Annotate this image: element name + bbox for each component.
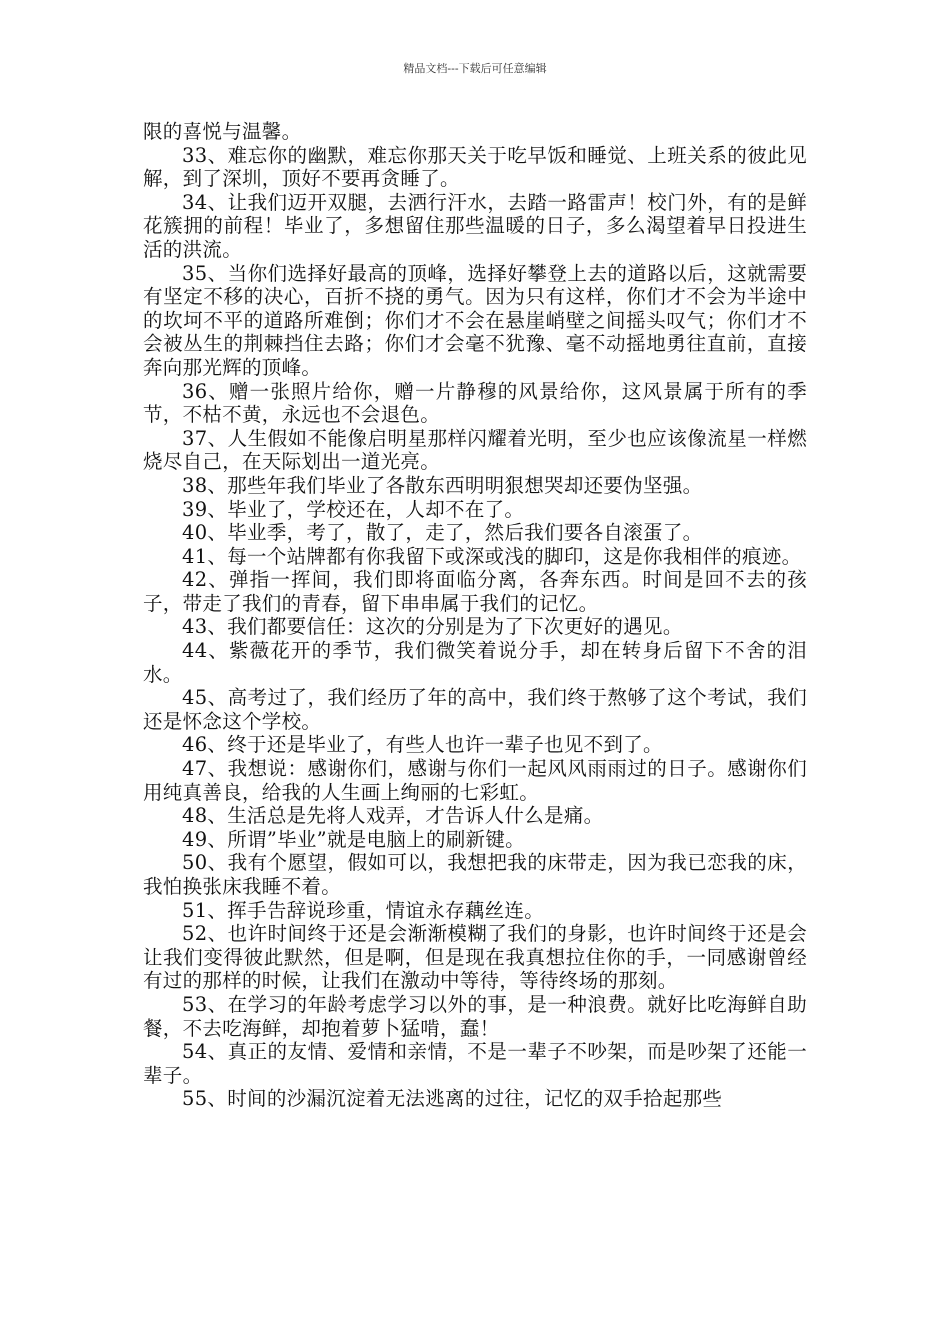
paragraph-40: 40、毕业季，考了，散了，走了，然后我们要各自滚蛋了。 xyxy=(182,521,703,545)
paragraph-35: 35、当你们选择好最高的顶峰，选择好攀登上去的道路以后，这就需要有坚定不移的决心，百折不挠的勇气。因为只有这样，你们才不会为半途中的坎坷不平的道路所难倒；你们才不会在悬崖峭壁之间摇头叹气；你们才不会被丛生的荆棘挡住去路；你们才会毫不犹豫、毫不动摇地勇往直前，直接奔向那光辉的顶峰。 xyxy=(143,261,807,379)
paragraph-38: 38、那些年我们毕业了各散东西明明狠想哭却还要伪坚强。 xyxy=(182,473,703,497)
paragraph-continuation: 限的喜悦与温馨。 xyxy=(143,120,302,143)
paragraph-48: 48、生活总是先将人戏弄，才告诉人什么是痛。 xyxy=(182,804,604,828)
paragraph-34: 34、让我们迈开双腿，去洒行汗水，去踏一路雷声！校门外，有的是鲜花簇拥的前程！毕业了，多想留住那些温暖的日子，多么渴望着早日投进生活的洪流。 xyxy=(143,190,807,261)
paragraph-37: 37、人生假如不能像启明星那样闪耀着光明，至少也应该像流星一样燃烧尽自己，在天际划出一道光亮。 xyxy=(143,426,807,474)
paragraph-45: 45、高考过了，我们经历了年的高中，我们终于熬够了这个考试，我们还是怀念这个学校。 xyxy=(143,686,807,733)
paragraph-46: 46、终于还是毕业了，有些人也许一辈子也见不到了。 xyxy=(182,733,663,757)
paragraph-53: 53、在学习的年龄考虑学习以外的事，是一种浪费。就好比吃海鲜自助餐，不去吃海鲜，却抱着萝卜猛啃，蠢！ xyxy=(143,992,807,1040)
paragraph-54: 54、真正的友情、爱情和亲情，不是一辈子不吵架，而是吵架了还能一辈子。 xyxy=(143,1040,807,1087)
paragraph-39: 39、毕业了，学校还在，人却不在了。 xyxy=(182,497,525,521)
paragraph-36: 36、赠一张照片给你，赠一片静穆的风景给你，这风景属于所有的季节，不枯不黄，永远也不会退色。 xyxy=(143,379,807,427)
paragraph-42: 42、弹指一挥间，我们即将面临分离，各奔东西。时间是回不去的孩子，带走了我们的青春，留下串串属于我们的记忆。 xyxy=(143,568,807,615)
paragraph-51: 51、挥手告辞说珍重，情谊永存藕丝连。 xyxy=(182,898,545,922)
paragraph-44: 44、紫薇花开的季节，我们微笑着说分手，却在转身后留下不舍的泪水。 xyxy=(143,639,807,686)
paragraph-33: 33、难忘你的幽默，难忘你那天关于吃早饭和睡觉、上班关系的彼此见解，到了深圳，顶好不要再贪睡了。 xyxy=(143,143,807,191)
page-header: 精品文档---下载后可任意编辑 xyxy=(403,62,547,75)
paragraph-55: 55、时间的沙漏沉淀着无法逃离的过往，记忆的双手拾起那些 xyxy=(182,1087,723,1111)
paragraph-52: 52、也许时间终于还是会渐渐模糊了我们的身影，也许时间终于还是会让我们变得彼此默然，但是啊，但是现在我真想拉住你的手，一同感谢曾经有过的那样的时候，让我们在激动中等待，等待终场的那刻。 xyxy=(143,922,807,993)
paragraph-47: 47、我想说：感谢你们，感谢与你们一起风风雨雨过的日子。感谢你们用纯真善良，给我的人生画上绚丽的七彩虹。 xyxy=(143,757,807,804)
paragraph-41: 41、每一个站牌都有你我留下或深或浅的脚印，这是你我相伴的痕迹。 xyxy=(182,544,802,568)
paragraph-49: 49、所谓”毕业”就是电脑上的刷新键。 xyxy=(182,827,525,851)
paragraph-50: 50、我有个愿望，假如可以，我想把我的床带走，因为我已恋我的床，我怕换张床我睡不着。 xyxy=(143,851,807,898)
document-body xyxy=(143,120,807,1111)
paragraph-43: 43、我们都要信任：这次的分别是为了下次更好的遇见。 xyxy=(182,615,683,639)
